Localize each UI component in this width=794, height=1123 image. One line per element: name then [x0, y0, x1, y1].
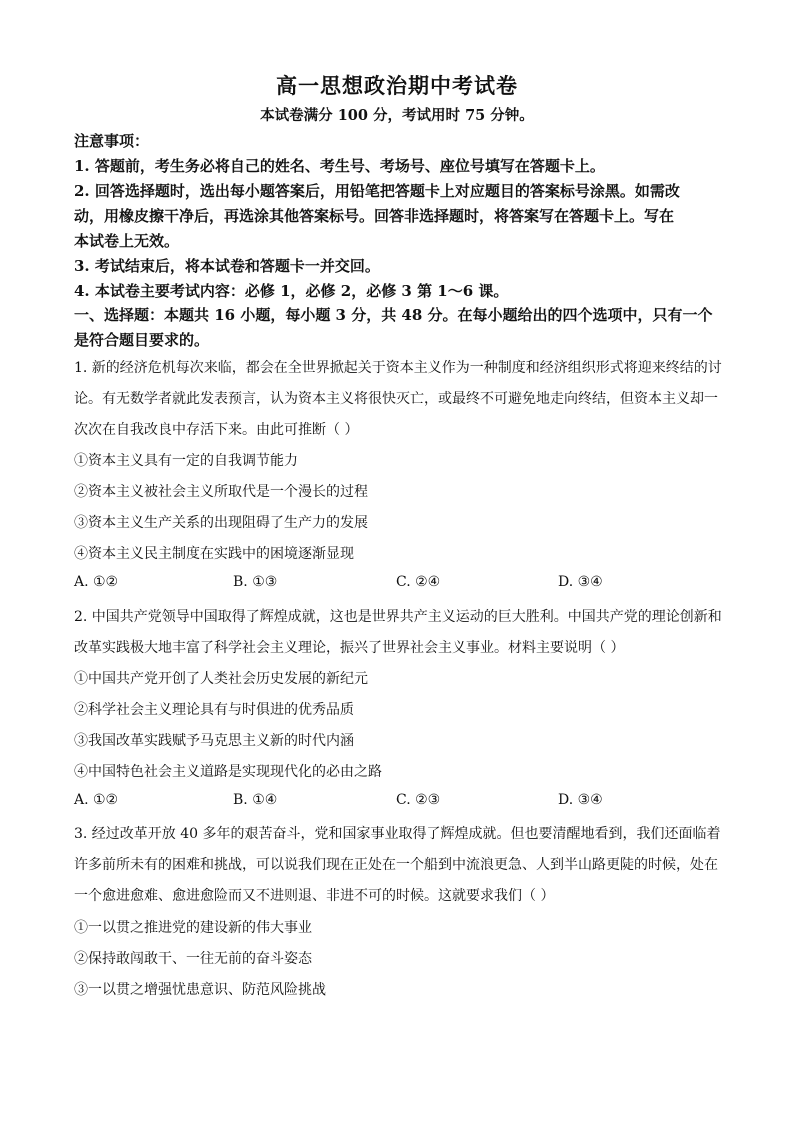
question-2-item: ④中国特色社会主义道路是实现现代化的必由之路	[74, 764, 382, 780]
option-c: C. ②③	[396, 792, 441, 808]
question-3-stem: 许多前所未有的困难和挑战，可以说我们现在正处在一个船到中流浪更急、人到半山路更陡的时候，处在	[74, 857, 718, 873]
question-1-item: ①资本主义具有一定的自我调节能力	[74, 453, 298, 469]
question-1-item: ④资本主义民主制度在实践中的困境逐渐显现	[74, 546, 354, 562]
question-2-item: ①中国共产党开创了人类社会历史发展的新纪元	[74, 671, 368, 687]
notice-line: 1. 答题前，考生务必将自己的姓名、考生号、考场号、座位号填写在答题卡上。	[74, 157, 605, 175]
question-1-item: ③资本主义生产关系的出现阻碍了生产力的发展	[74, 515, 368, 531]
question-1-stem: 次次在自我改良中存活下来。由此可推断（ ）	[74, 422, 359, 438]
question-2-item: ②科学社会主义理论具有与时俱进的优秀品质	[74, 702, 354, 718]
question-2-stem: 2. 中国共产党领导中国取得了辉煌成就，这也是世界共产主义运动的巨大胜利。中国共产党的理论创新和	[74, 609, 722, 625]
question-1-stem: 1. 新的经济危机每次来临，都会在全世界掀起关于资本主义作为一种制度和经济组织形式将迎来终结的讨	[74, 360, 722, 376]
notice-line: 2. 回答选择题时，选出每小题答案后，用铅笔把答题卡上对应题目的答案标号涂黑。如需改	[74, 182, 680, 200]
question-3-item: ③一以贯之增强忧患意识、防范风险挑战	[74, 982, 326, 998]
notice-heading: 注意事项：	[74, 132, 150, 150]
question-2-stem: 改革实践极大地丰富了科学社会主义理论，振兴了世界社会主义事业。材料主要说明（ ）	[74, 640, 625, 656]
option-a: A. ①②	[74, 574, 119, 590]
notice-line: 3. 考试结束后，将本试卷和答题卡一并交回。	[74, 257, 380, 275]
question-3-stem: 3. 经过改革开放 40 多年的艰苦奋斗，党和国家事业取得了辉煌成就。但也要清醒地看到，我们还面临着	[74, 826, 721, 842]
option-a: A. ①②	[74, 792, 119, 808]
option-b: B. ①④	[233, 792, 278, 808]
notice-line: 本试卷上无效。	[74, 232, 180, 250]
option-c: C. ②④	[396, 574, 441, 590]
question-3-item: ①一以贯之推进党的建设新的伟大事业	[74, 920, 312, 936]
question-1-stem: 论。有无数学者就此发表预言，认为资本主义将很快灭亡，或最终不可避免地走向终结，但资本主义却一	[74, 391, 718, 407]
option-d: D. ③④	[558, 792, 603, 808]
question-2-options	[74, 792, 724, 812]
notice-line: 4. 本试卷主要考试内容：必修 1，必修 2，必修 3 第 1～6 课。	[74, 282, 509, 300]
question-3-stem: 一个愈进愈难、愈进愈险而又不进则退、非进不可的时候。这就要求我们（ ）	[74, 888, 555, 904]
question-1-options	[74, 574, 724, 594]
page-subtitle: 本试卷满分 100 分，考试用时 75 分钟。	[260, 107, 534, 124]
page-title: 高一思想政治期中考试卷	[276, 73, 518, 98]
question-2-item: ③我国改革实践赋予马克思主义新的时代内涵	[74, 733, 354, 749]
question-1-item: ②资本主义被社会主义所取代是一个漫长的过程	[74, 484, 368, 500]
option-b: B. ①③	[233, 574, 278, 590]
notice-line: 动，用橡皮擦干净后，再选涂其他答案标号。回答非选择题时，将答案写在答题卡上。写在	[74, 207, 675, 225]
section-heading-line: 一、选择题：本题共 16 小题，每小题 3 分，共 48 分。在每小题给出的四个选项中，只有一个	[74, 306, 713, 324]
option-d: D. ③④	[558, 574, 603, 590]
question-3-item: ②保持敢闯敢干、一往无前的奋斗姿态	[74, 951, 312, 967]
section-heading-line: 是符合题目要求的。	[74, 331, 210, 349]
